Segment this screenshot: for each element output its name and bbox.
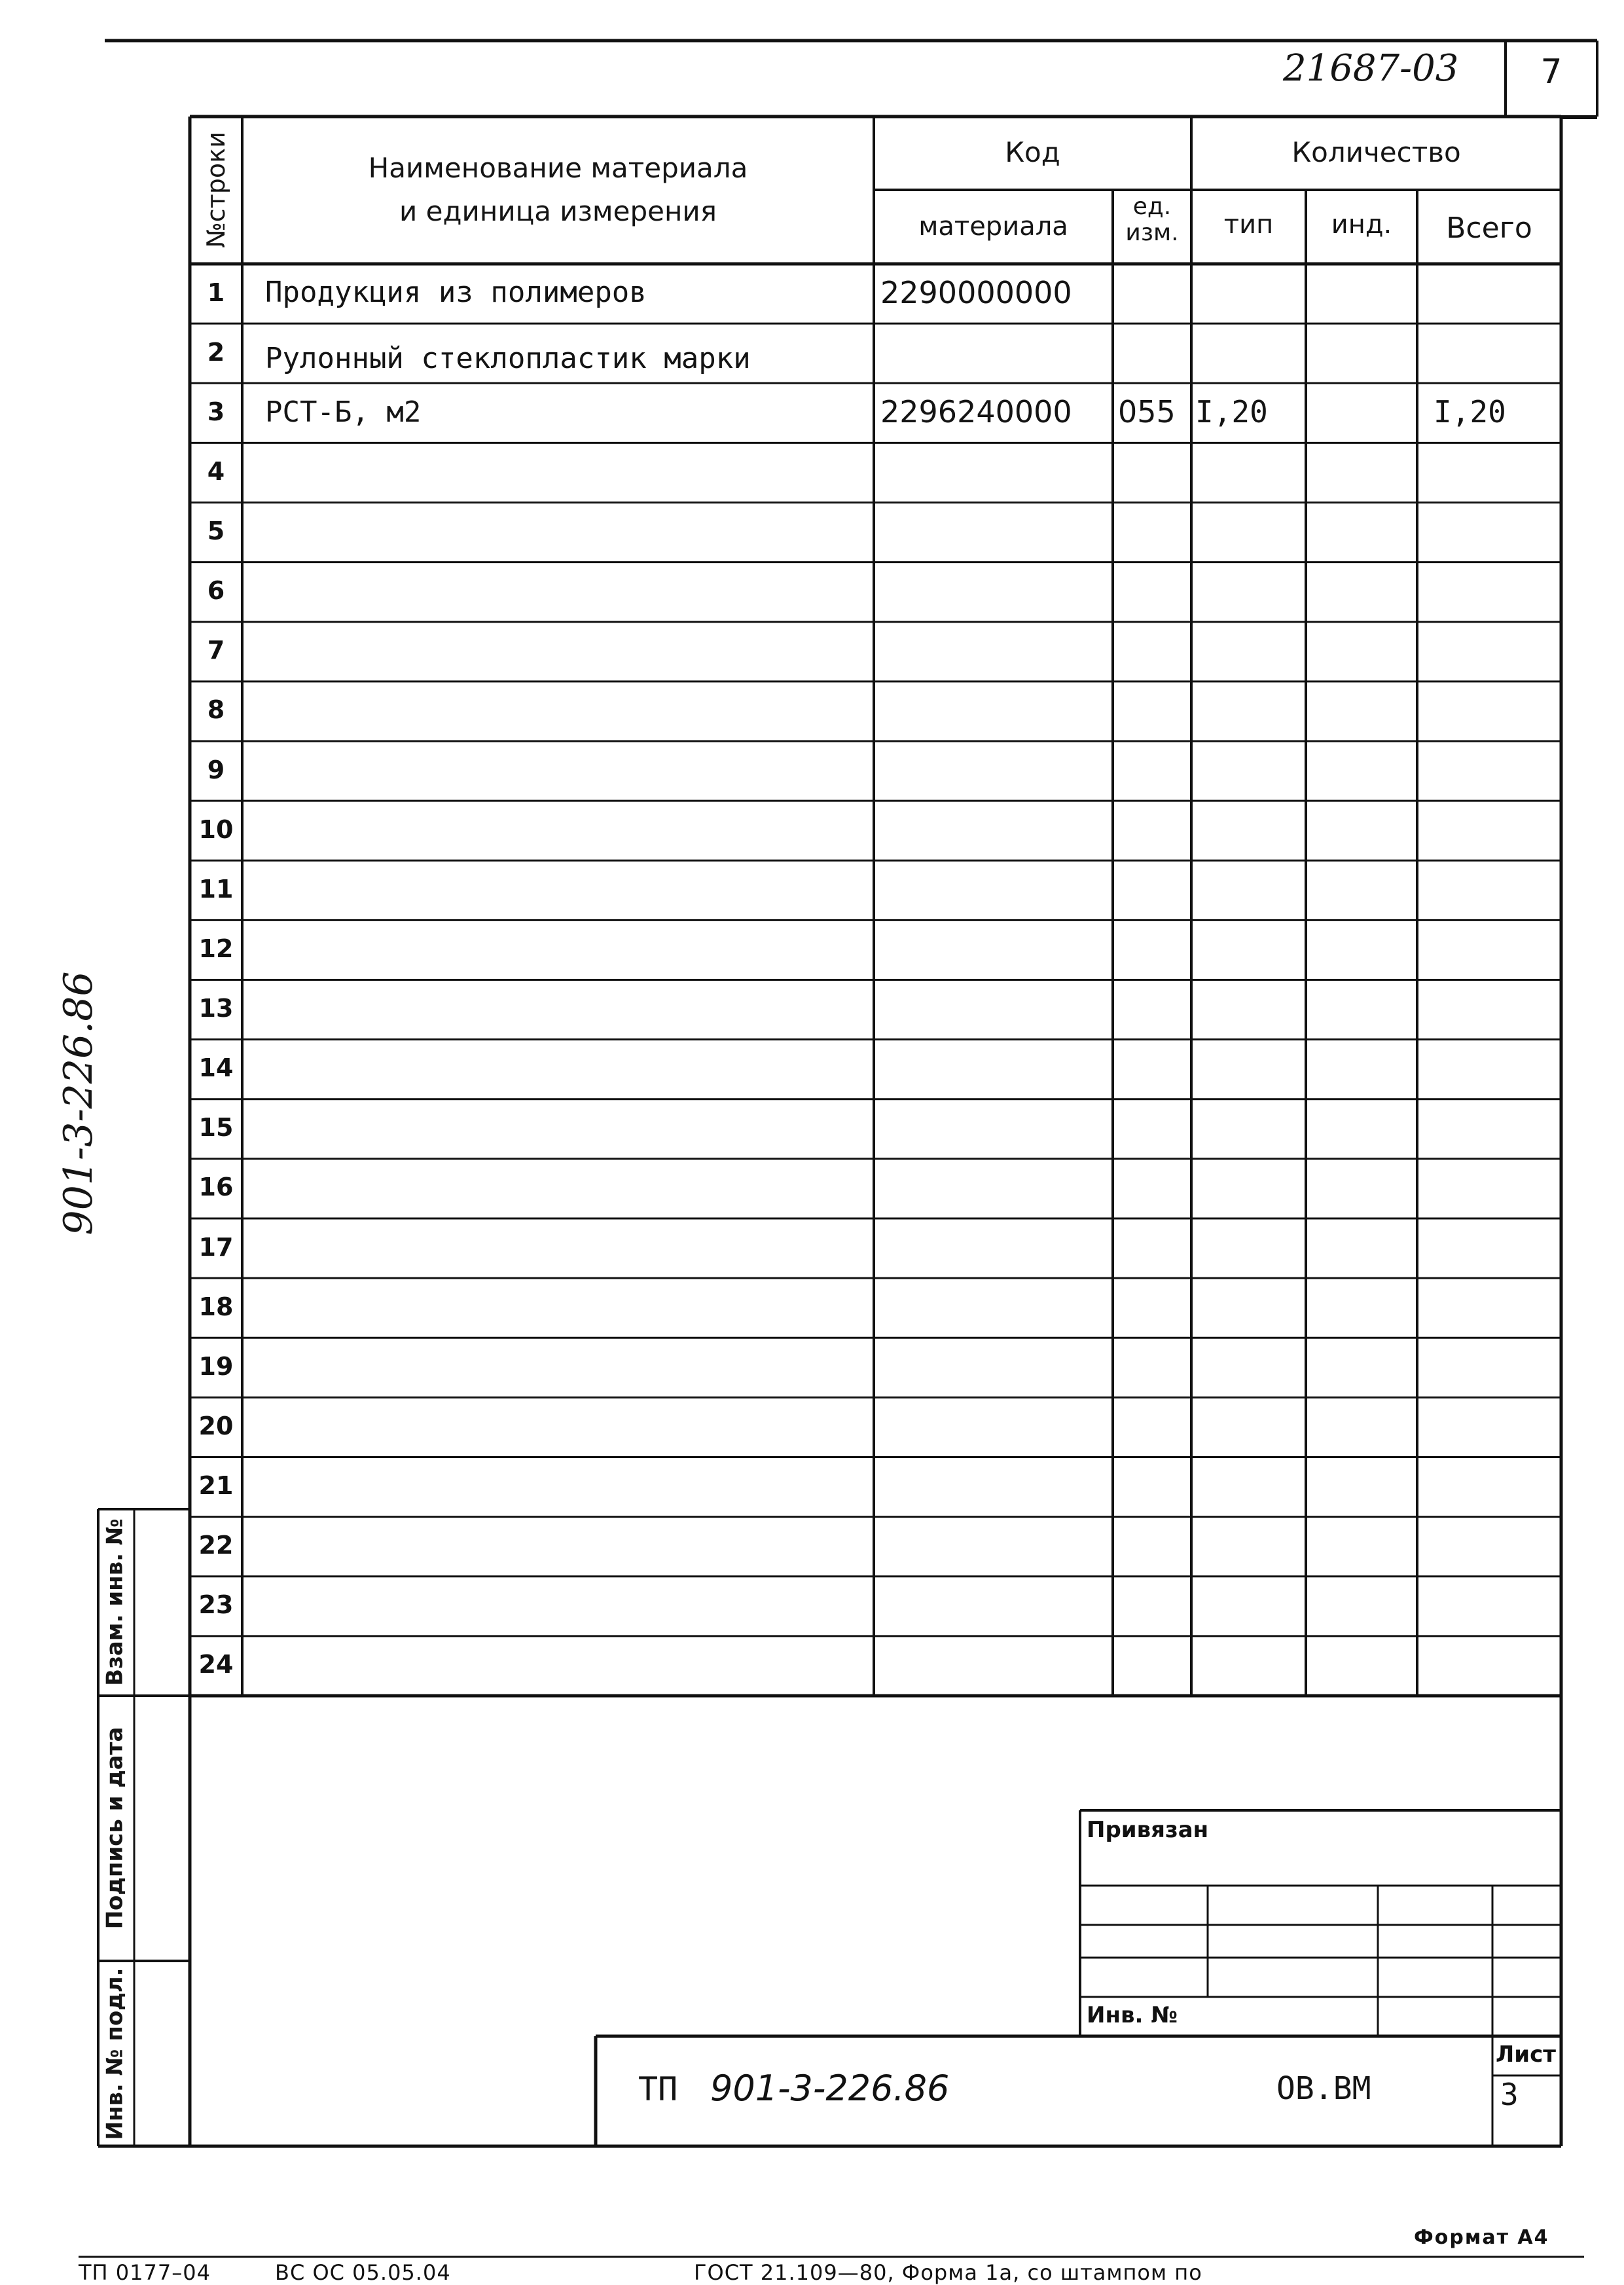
project-number-handwritten: 901-3-226.86 — [56, 971, 101, 1235]
quantity-total-cell: I,20 — [1434, 394, 1506, 430]
row-number: 24 — [198, 1650, 234, 1679]
material-name-cell: РСТ-Б, м2 — [265, 395, 422, 429]
row-number: 1 — [207, 278, 225, 307]
quantity-type-header: тип — [1223, 210, 1274, 240]
row-number: 17 — [198, 1232, 234, 1262]
sheet-number: 7 — [1540, 52, 1562, 92]
row-number: 18 — [198, 1292, 234, 1321]
material-code-cell: 2290000000 — [880, 275, 1072, 311]
row-number: 20 — [198, 1411, 234, 1440]
document-code: 21687-03 — [1283, 47, 1459, 90]
row-number: 10 — [198, 814, 234, 844]
row-number: 16 — [198, 1173, 234, 1202]
row-number: 8 — [207, 695, 225, 725]
material-name-cell: Рулонный стеклопластик марки — [265, 341, 751, 375]
row-number: 14 — [198, 1053, 234, 1083]
row-number-header — [190, 117, 242, 264]
quantity-ind-header: инд. — [1331, 210, 1392, 240]
row-number: 13 — [198, 994, 234, 1023]
project-number-handwritten-wrap — [46, 962, 105, 1237]
material-code-cell: 2296240000 — [880, 394, 1072, 430]
tp-prefix: ТП — [638, 2070, 678, 2108]
footer-left-date: ВС ОС 05.05.04 — [275, 2260, 451, 2285]
inv-podl-cell — [98, 1961, 134, 2146]
row-number: 21 — [198, 1471, 234, 1501]
inv-podl-label: Инв. № подл. — [101, 1967, 128, 2140]
footer-left-code: ТП 0177–04 — [79, 2260, 211, 2285]
code-material-header: материала — [918, 211, 1068, 242]
sheet-label: Лист — [1496, 2041, 1556, 2068]
row-number: 22 — [198, 1531, 234, 1560]
footer-gost: ГОСТ 21.109—80, Форма 1а, со штампом по — [694, 2260, 1202, 2285]
quantity-type-cell: I,20 — [1195, 394, 1268, 430]
name-column-header-line1: Наименование материала — [368, 152, 748, 184]
row-number: 6 — [207, 576, 225, 606]
unit-header-line1: ед. — [1132, 193, 1172, 220]
vzam-inv-label: Взам. инв. № — [101, 1518, 128, 1686]
row-number: 3 — [207, 397, 225, 426]
vzam-inv-cell — [98, 1509, 134, 1696]
row-number: 23 — [198, 1590, 234, 1620]
signature-date-label: Подпись и дата — [101, 1727, 128, 1929]
row-number: 2 — [207, 337, 225, 367]
tp-number: 901-3-226.86 — [710, 2068, 950, 2109]
material-name-cell: Продукция из полимеров — [265, 276, 647, 310]
row-number: 11 — [198, 874, 234, 904]
row-number: 7 — [207, 636, 225, 665]
code-group-header: Код — [1005, 136, 1060, 168]
row-number-header-label: №строки — [202, 132, 230, 248]
unit-code-cell: 055 — [1118, 394, 1176, 430]
row-number: 4 — [207, 456, 225, 486]
doc-mark: ОВ.ВМ — [1276, 2070, 1371, 2107]
stamp-inv-no-label: Инв. № — [1087, 2002, 1178, 2028]
row-number: 9 — [207, 755, 225, 784]
row-number: 5 — [207, 517, 225, 546]
quantity-group-header: Количество — [1291, 136, 1461, 168]
format-label: Формат А4 — [1414, 2226, 1549, 2249]
sheet-value: 3 — [1500, 2077, 1519, 2112]
unit-header — [1113, 194, 1191, 246]
name-column-header-line2: и единица измерения — [399, 195, 717, 227]
privyazan-label: Привязан — [1087, 1817, 1209, 1843]
row-number: 19 — [198, 1351, 234, 1381]
signature-date-cell — [98, 1696, 134, 1961]
quantity-total-header: Всего — [1446, 211, 1532, 245]
unit-header-line2: изм. — [1125, 219, 1179, 246]
row-number: 12 — [198, 934, 234, 963]
row-number: 15 — [198, 1113, 234, 1142]
